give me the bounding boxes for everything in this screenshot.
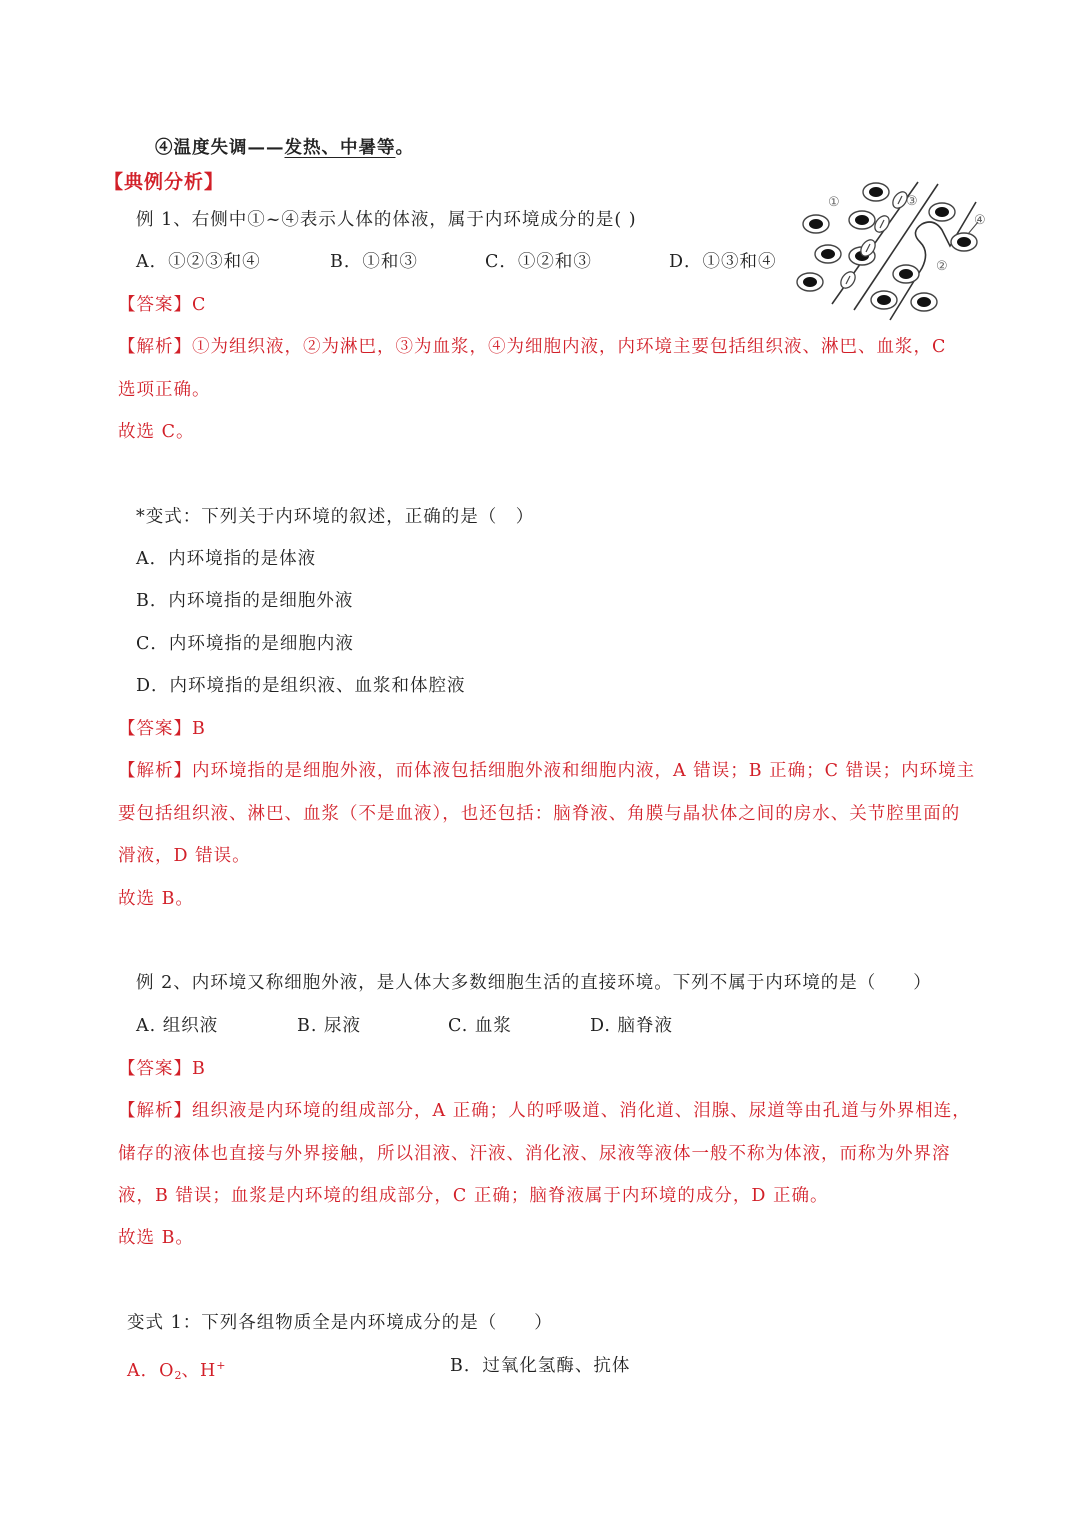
cell-nucleus <box>809 219 823 229</box>
body-fluid-diagram <box>792 176 992 322</box>
cell-nucleus <box>821 249 835 259</box>
answer-tag: 【答案】 <box>118 295 192 315</box>
example1-option-d: D．①③和④ <box>669 252 777 272</box>
section-header: 【典例分析】 <box>104 171 225 193</box>
variant1-option-d: D．内环境指的是组织液、血浆和体腔液 <box>136 676 466 696</box>
variant1-analysis-line3: 滑液，D 错误。 <box>118 846 251 866</box>
cell-nucleus <box>899 269 913 279</box>
example1-analysis-line2: 选项正确。 <box>118 380 211 400</box>
answer-tag: 【答案】 <box>118 1059 192 1079</box>
diagram-label-1: ① <box>828 195 840 210</box>
answer-value: B <box>192 719 206 739</box>
variant1-conclusion: 故选 B。 <box>118 889 194 909</box>
intro-prefix: ④温度失调—— <box>155 138 285 158</box>
variant1-option-b: B．内环境指的是细胞外液 <box>136 591 354 611</box>
option-a-subscript: 2 <box>174 1369 182 1382</box>
example2-analysis-line2: 储存的液体也直接与外界接触，所以泪液、汗液、消化液、尿液等液体一般不称为体液，而称为外界溶 <box>118 1144 951 1164</box>
variant2-option-b: B．过氧化氢酶、抗体 <box>450 1356 631 1376</box>
option-a-superscript: + <box>216 1359 226 1372</box>
cell-nucleus <box>935 207 949 217</box>
example1-option-b: B．①和③ <box>330 252 418 272</box>
example2-option-a: A. 组织液 <box>136 1016 219 1036</box>
example1-question: 例 1、右侧中①~④表示人体的体液，属于内环境成分的是( ) <box>136 210 637 230</box>
analysis-text: 内环境指的是细胞外液，而体液包括细胞外液和细胞内液，A 错误；B 正确；C 错误；内环境主 <box>192 761 976 781</box>
example2-conclusion: 故选 B。 <box>118 1228 194 1248</box>
cell-nucleus <box>803 277 817 287</box>
cell-nucleus <box>957 237 971 247</box>
cell-nucleus <box>855 215 869 225</box>
diagram-label-2: ② <box>936 259 948 274</box>
diagram-label-3: ③ <box>906 194 918 209</box>
analysis-tag: 【解析】 <box>118 1101 192 1121</box>
example1-answer <box>118 292 206 318</box>
answer-tag: 【答案】 <box>118 719 192 739</box>
example2-question: 例 2、内环境又称细胞外液，是人体大多数细胞生活的直接环境。下列不属于内环境的是（ ） <box>136 973 932 993</box>
example2-option-d: D. 脑脊液 <box>590 1016 674 1036</box>
example2-analysis-line3: 液，B 错误；血浆是内环境的组成部分，C 正确；脑脊液属于内环境的成分，D 正确。 <box>118 1186 829 1206</box>
example2-option-b: B. 尿液 <box>297 1016 361 1036</box>
intro-suffix: 。 <box>395 138 414 158</box>
option-a-mid: 、H <box>181 1361 217 1381</box>
example1-option-c: C．①②和③ <box>485 252 592 272</box>
answer-value: B <box>192 1059 206 1079</box>
analysis-tag: 【解析】 <box>118 337 192 357</box>
variant2-question: 变式 1：下列各组物质全是内环境成分的是（ ） <box>127 1313 553 1333</box>
cell-nucleus <box>917 297 931 307</box>
variant1-analysis-line1 <box>118 758 975 784</box>
variant1-question: *变式：下列关于内环境的叙述，正确的是（ ） <box>136 507 535 527</box>
analysis-text: 组织液是内环境的组成部分，A 正确；人的呼吸道、消化道、泪腺、尿道等由孔道与外界相连， <box>192 1101 971 1121</box>
example1-conclusion: 故选 C。 <box>118 422 195 442</box>
cell-nucleus <box>877 295 891 305</box>
example2-answer <box>118 1056 206 1082</box>
intro-underlined: 发热、中暑等 <box>284 138 396 158</box>
intro-line <box>155 135 414 161</box>
example1-option-a: A．①②③和④ <box>136 252 261 272</box>
variant1-answer <box>118 716 206 742</box>
option-a-prefix: A．O <box>127 1361 175 1381</box>
cell-nucleus <box>869 187 883 197</box>
diagram-label-4: ④ <box>974 213 986 228</box>
example2-option-c: C. 血浆 <box>448 1016 512 1036</box>
variant1-analysis-line2: 要包括组织液、淋巴、血浆（不是血液），也还包括：脑脊液、角膜与晶状体之间的房水、关节腔里面的 <box>118 804 961 824</box>
answer-value: C <box>192 295 207 315</box>
variant1-option-c: C．内环境指的是细胞内液 <box>136 634 354 654</box>
variant1-option-a: A．内环境指的是体液 <box>136 549 317 569</box>
variant2-option-a <box>127 1353 225 1389</box>
analysis-tag: 【解析】 <box>118 761 192 781</box>
example2-analysis-line1 <box>118 1098 971 1124</box>
example1-analysis-line1 <box>118 334 946 360</box>
analysis-text: ①为组织液，②为淋巴，③为血浆，④为细胞内液，内环境主要包括组织液、淋巴、血浆，C <box>192 337 947 357</box>
